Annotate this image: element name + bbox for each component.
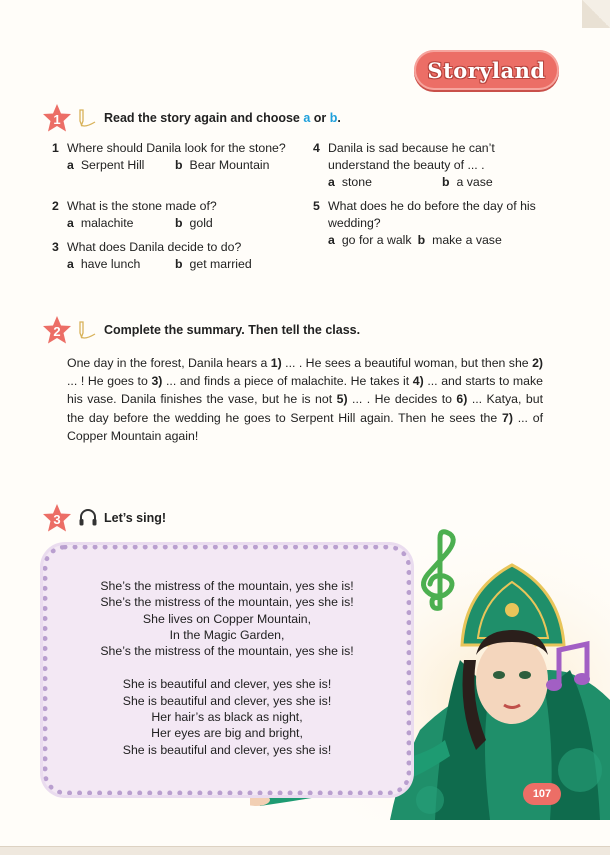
lyric-line: She is beautiful and clever, yes she is! [122,693,332,708]
lyric-line: She’s the mistress of the mountain, yes she is! [100,579,354,593]
page-corner-fold [582,0,610,28]
exercise-number: 3 [53,511,61,527]
star-icon [42,503,72,533]
lyric-line: She’s the mistress of the mountain, yes she is! [100,644,354,659]
exercise-3-title: Let’s sing! [104,511,167,525]
star-icon [42,103,72,133]
exercise-number: 2 [53,323,61,339]
headphones-icon [78,508,98,528]
question-5: 5 What does he do before the day of his wedding? a go for a walk b make a vase [313,199,536,247]
lyric-line: Her hair’s as black as night, [151,710,303,725]
summary-paragraph: One day in the forest, Danila hears a 1) ... . He sees a beautiful woman, but then she 2) ... ! He goes to 3) ... and finds a piece of malachite. He takes it 4) ... and starts to make his vase. Danila finishes the vase, but he is not 5) ... . He decides to 6) ... Katya, but the day before the wedding he goes to Serpent Hill again. Then he sees the 7) ... of Copper Mountain again! [67,356,543,443]
exercise-3-header [42,503,166,533]
lyric-line: She’s the mistress of the mountain, yes she is! [100,595,354,610]
choice-a-label: a [303,111,311,125]
lyric-line: In the Magic Garden, [169,627,285,642]
exercise-1-title: Read the story again and choose a or b. [104,111,341,125]
pencil-icon [76,319,98,341]
star-icon [42,315,72,345]
treble-clef-icon [410,528,466,614]
exercise-1-header [42,103,341,133]
lyric-line: She is beautiful and clever, yes she is! [122,677,332,692]
exercise-2-title: Complete the summary. Then tell the class. [104,323,361,337]
question-1: 1 Where should Danila look for the stone? a Serpent Hill b Bear Mountain [52,141,286,172]
page-number: 107 [523,783,561,805]
exercise-2-header [42,315,360,345]
lyric-line: She lives on Copper Mountain, [142,611,312,626]
music-note-icon [545,640,593,696]
pencil-icon [76,107,98,129]
question-4: 4 Danila is sad because he can’t understand the beauty of ... . a stone b a vase [313,141,495,189]
storyland-badge [414,50,559,90]
question-3: 3 What does Danila decide to do? a have lunch b get married [52,240,252,271]
song-lyrics [43,578,411,758]
lyric-line: She is beautiful and clever, yes she is! [122,742,332,757]
page-bottom-edge [0,846,610,855]
choice-b-label: b [329,111,338,125]
lyric-line: Her eyes are big and bright, [151,726,303,741]
exercise-number: 1 [53,111,61,127]
storyland-label: Storyland [427,57,546,83]
question-2: 2 What is the stone made of? a malachite b gold [52,199,217,230]
